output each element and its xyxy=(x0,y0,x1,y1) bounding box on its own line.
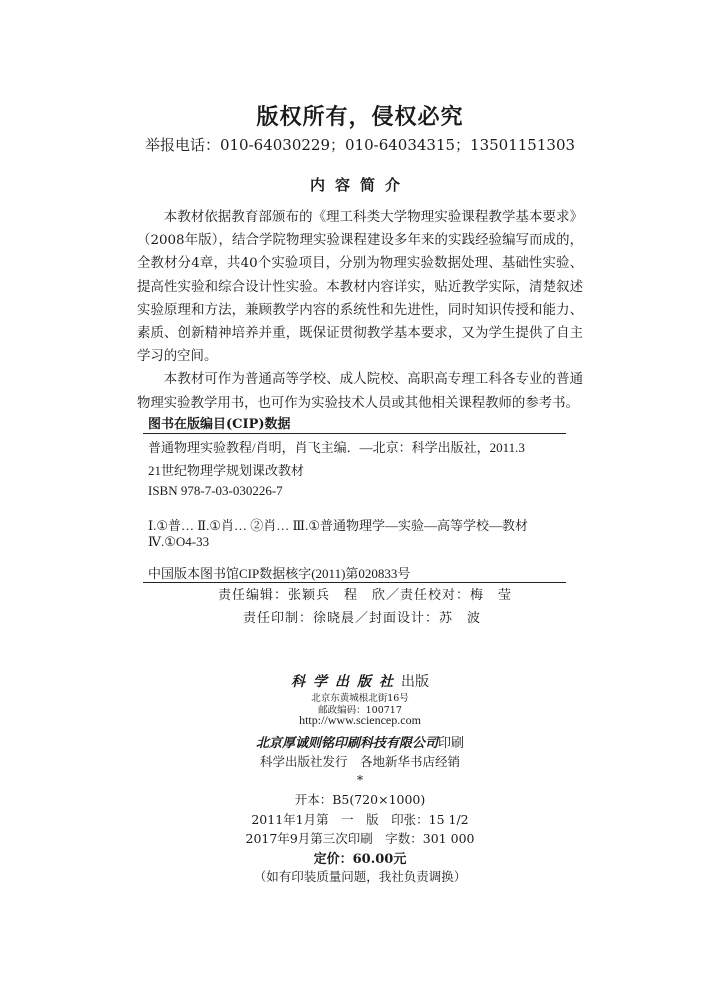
publisher-address: 北京东黄城根北街16号 xyxy=(311,693,409,704)
summary-paragraph: 本教材可作为普通高等学校、成人院校、高职高专理工科各专业的普通物理实验教学用书，也可作为实验技术人员或其他相关课程教师的参考书。 xyxy=(137,372,583,411)
book-format: 开本：B5(720×1000) xyxy=(294,792,426,807)
divider xyxy=(143,433,566,434)
cip-title: 图书在版编目(CIP)数据 xyxy=(148,417,291,432)
cip-classification: Ⅰ.①普… Ⅱ.①肖… ②肖… Ⅲ.①普通物理学—实验—高等学校—教材 xyxy=(148,518,528,533)
printers-credit: 责任印制：徐晓晨／封面设计：苏 波 xyxy=(243,611,482,626)
publisher-suffix: 出版 xyxy=(401,674,429,690)
quality-note: （如有印装质量问题，我社负责调换） xyxy=(253,869,467,884)
publisher-postcode: 邮政编码：100717 xyxy=(318,705,402,716)
summary-paragraph: 本教材依据教育部颁布的《理工科类大学物理实验课程教学基本要求》（2008年版），结合学院物理实验课程建设多年来的实践经验编写而成的，全教材分4章，共40个实验项目，分别为物理实验数据处理、基础性实验、提高性实验和综合设计性实验。本教材内容详实，贴近教学实际，清楚叙述实验原理和方法，兼顾教学内容的系统性和先进性，同时知识传授和能力、素质、创新精神培养并重，既保证贯彻教学基本要求，又为学生提供了自主学习的空间。 xyxy=(137,210,583,365)
printing-info: 2017年9月第三次印刷 字数：301 000 xyxy=(245,831,475,846)
edition-info: 2011年1月第 一 版 印张：15 1/2 xyxy=(251,812,469,827)
price: 定价：60.00元 xyxy=(313,852,407,867)
cip-verification: 中国版本图书馆CIP数据核字(2011)第020833号 xyxy=(148,566,411,581)
cip-classification: Ⅳ.①O4-33 xyxy=(148,534,210,549)
summary-title: 内容简介 xyxy=(309,176,410,194)
summary-body xyxy=(137,206,583,415)
cip-line: 21世纪物理学规划课改教材 xyxy=(148,463,305,478)
publisher-name: 科学出版社 xyxy=(291,674,401,690)
report-hotline: 举报电话：010-64030229；010-64034315；13501151303 xyxy=(144,136,576,154)
copyright-notice: 版权所有，侵权必究 xyxy=(256,104,464,130)
cip-line: 普通物理实验教程/肖明，肖飞主编．—北京：科学出版社，2011.3 xyxy=(148,440,525,455)
editors-credit: 责任编辑：张颖兵 程 欣／责任校对：梅 莹 xyxy=(218,588,513,603)
printer-suffix: 印刷 xyxy=(438,736,465,751)
publisher-url: http://www.sciencep.com xyxy=(299,713,421,727)
publisher-line xyxy=(0,671,720,691)
distribution: 科学出版社发行 各地新华书店经销 xyxy=(259,754,460,769)
printer-line xyxy=(0,732,720,751)
printer-name: 北京厚诚则铭印刷科技有限公司 xyxy=(255,736,438,751)
separator-star: * xyxy=(356,772,364,787)
divider xyxy=(143,582,566,583)
cip-line: ISBN 978-7-03-030226-7 xyxy=(148,483,283,498)
